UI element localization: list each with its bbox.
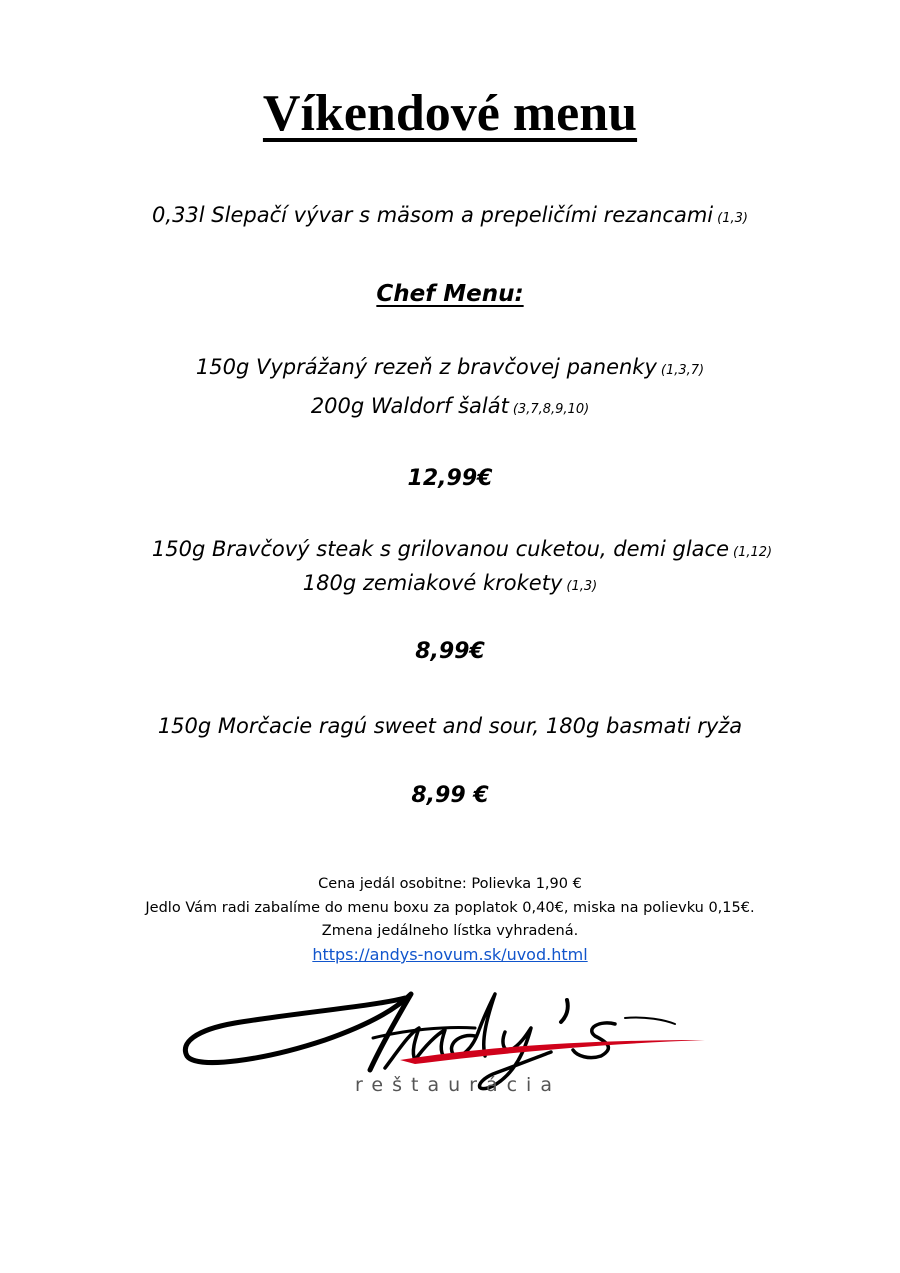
note-menu-change: Zmena jedálneho lístka vyhradená.	[321, 923, 579, 939]
dish-1-line-1: 150g Vyprážaný rezeň z bravčovej panenky (1,3,7)	[195, 355, 705, 379]
website-link-row	[0, 945, 900, 964]
note-soup-price: Cena jedál osobitne: Polievka 1,90 €	[318, 876, 582, 892]
allergens: (1,12)	[733, 545, 773, 560]
chef-menu-heading: Chef Menu:	[376, 281, 524, 307]
allergens: (1,3)	[566, 579, 598, 594]
dish-2-line-1: 150g Bravčový steak s grilovanou cuketou, demi glace (1,12)	[151, 537, 773, 561]
dish-2-price: 8,99€	[415, 639, 485, 664]
note-packaging: Jedlo Vám radi zabalíme do menu boxu za poplatok 0,40€, miska na polievku 0,15€.	[145, 900, 755, 916]
logo-subtitle: reštaurácia	[355, 1074, 561, 1096]
soup-allergens: (1,3)	[717, 211, 748, 226]
dish-3-line-1: 150g Morčacie ragú sweet and sour, 180g basmati ryža	[157, 714, 743, 738]
dish-1-line-2: 200g Waldorf šalát (3,7,8,9,10)	[310, 394, 590, 418]
dish-2-line-2: 180g zemiakové krokety (1,3)	[302, 571, 598, 595]
allergens: (3,7,8,9,10)	[512, 402, 590, 417]
soup-item	[0, 203, 900, 227]
website-link[interactable]: https://andys-novum.sk/uvod.html	[312, 945, 588, 964]
allergens: (1,3,7)	[660, 363, 705, 378]
soup-text: 0,33l Slepačí vývar s mäsom a prepeličími rezancami	[152, 203, 714, 227]
dish-1-price: 12,99€	[407, 466, 493, 491]
page-title: Víkendové menu	[262, 85, 638, 142]
dish-3-price: 8,99 €	[411, 783, 489, 808]
